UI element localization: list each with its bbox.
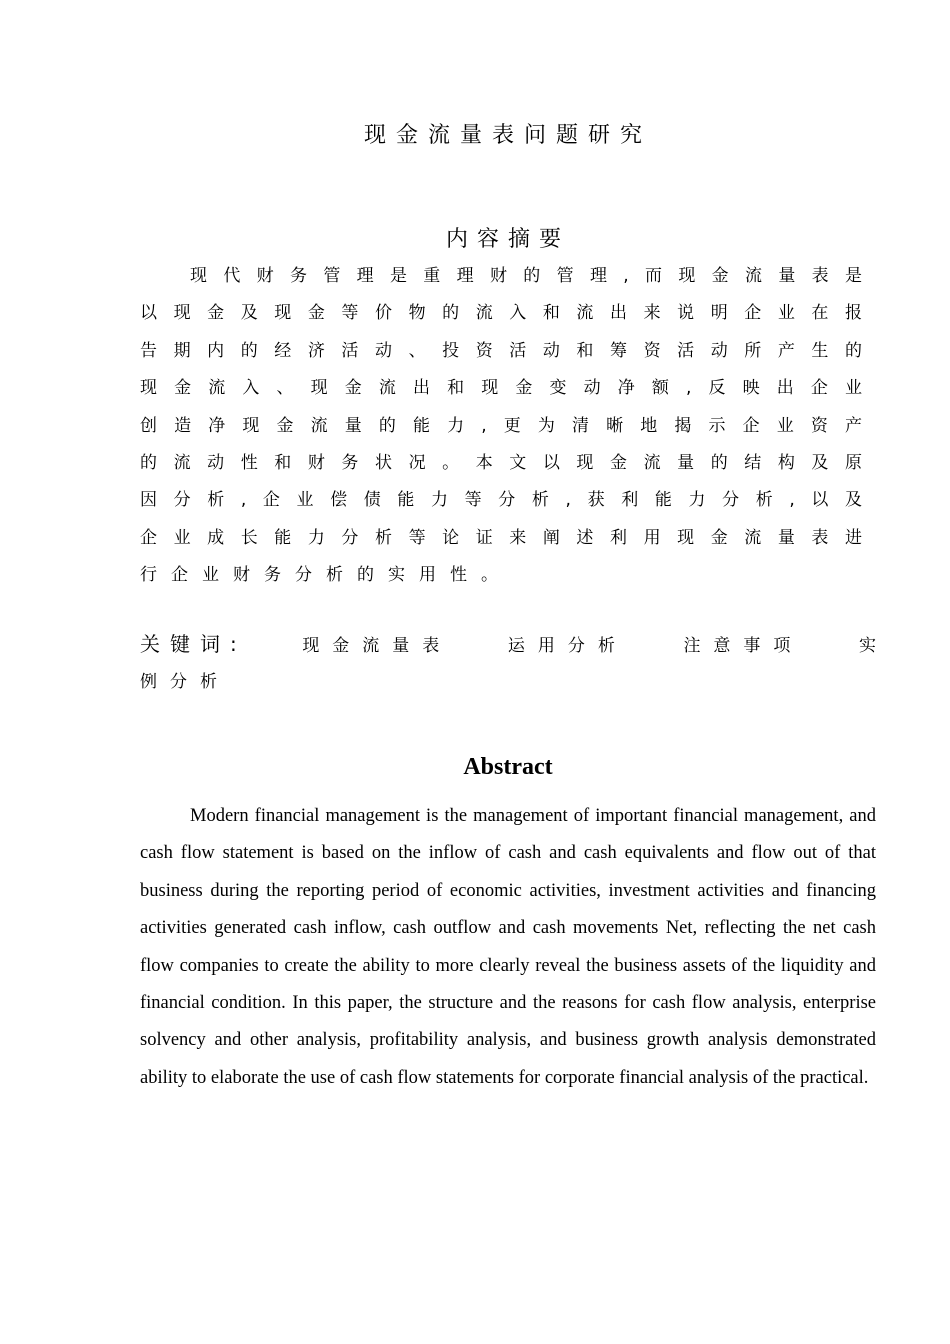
abstract-cn-line: 的流动性和财务状况。本文以现金流量的结构及原 <box>140 452 876 473</box>
abstract-en-heading: Abstract <box>463 754 553 780</box>
abstract-cn-line: 企业成长能力分析等论证来阐述利用现金流量表进 <box>140 527 876 548</box>
keyword-item: 实 <box>859 636 876 656</box>
keyword-item: 运用分析 <box>507 636 628 656</box>
keyword-item-continued: 例分析 <box>140 672 230 692</box>
abstract-cn-heading: 内容摘要 <box>445 227 570 252</box>
abstract-cn-line: 行企业财务分析的实用性。 <box>140 565 512 586</box>
abstract-en-body: Modern financial management is the management of important financial management, and cash flow statement is based on the inflow of cash and cash equivalents and flow out of that business during the reporting period of economic activities, investment activities and financing activities generated cash inflow, cash outflow and cash movements Net, reflecting the net cash flow companies to create the ability to more clearly reveal the business assets of the liquidity and financial condition. In this paper, the structure and the reasons for cash flow analysis, enterprise solvency and other analysis, profitability analysis, and business growth analysis demonstrated ability to elaborate the use of cash flow statements for corporate financial analysis of the practical. <box>140 806 876 1088</box>
document-title: 现金流量表问题研究 <box>363 123 652 148</box>
keywords-label: 关键词: <box>140 632 247 656</box>
abstract-cn-line: 创造净现金流量的能力,更为清晰地揭示企业资产 <box>140 415 876 436</box>
abstract-cn-body <box>140 258 876 595</box>
keyword-item: 现金流量表 <box>302 636 453 656</box>
keyword-item: 注意事项 <box>683 636 804 656</box>
abstract-cn-line: 告期内的经济活动、投资活动和筹资活动所产生的 <box>140 340 876 361</box>
abstract-cn-line: 因分析,企业偿债能力等分析,获利能力分析,以及 <box>140 490 876 511</box>
abstract-cn-line: 现代财务管理是重理财的管理,而现金流量表是 <box>190 266 876 286</box>
keywords-section <box>140 628 876 700</box>
keywords-row <box>140 628 876 664</box>
abstract-cn-line: 现金流入、现金流出和现金变动净额,反映出企业 <box>140 378 876 399</box>
abstract-cn-line: 以现金及现金等价物的流入和流出来说明企业在报 <box>140 303 876 324</box>
